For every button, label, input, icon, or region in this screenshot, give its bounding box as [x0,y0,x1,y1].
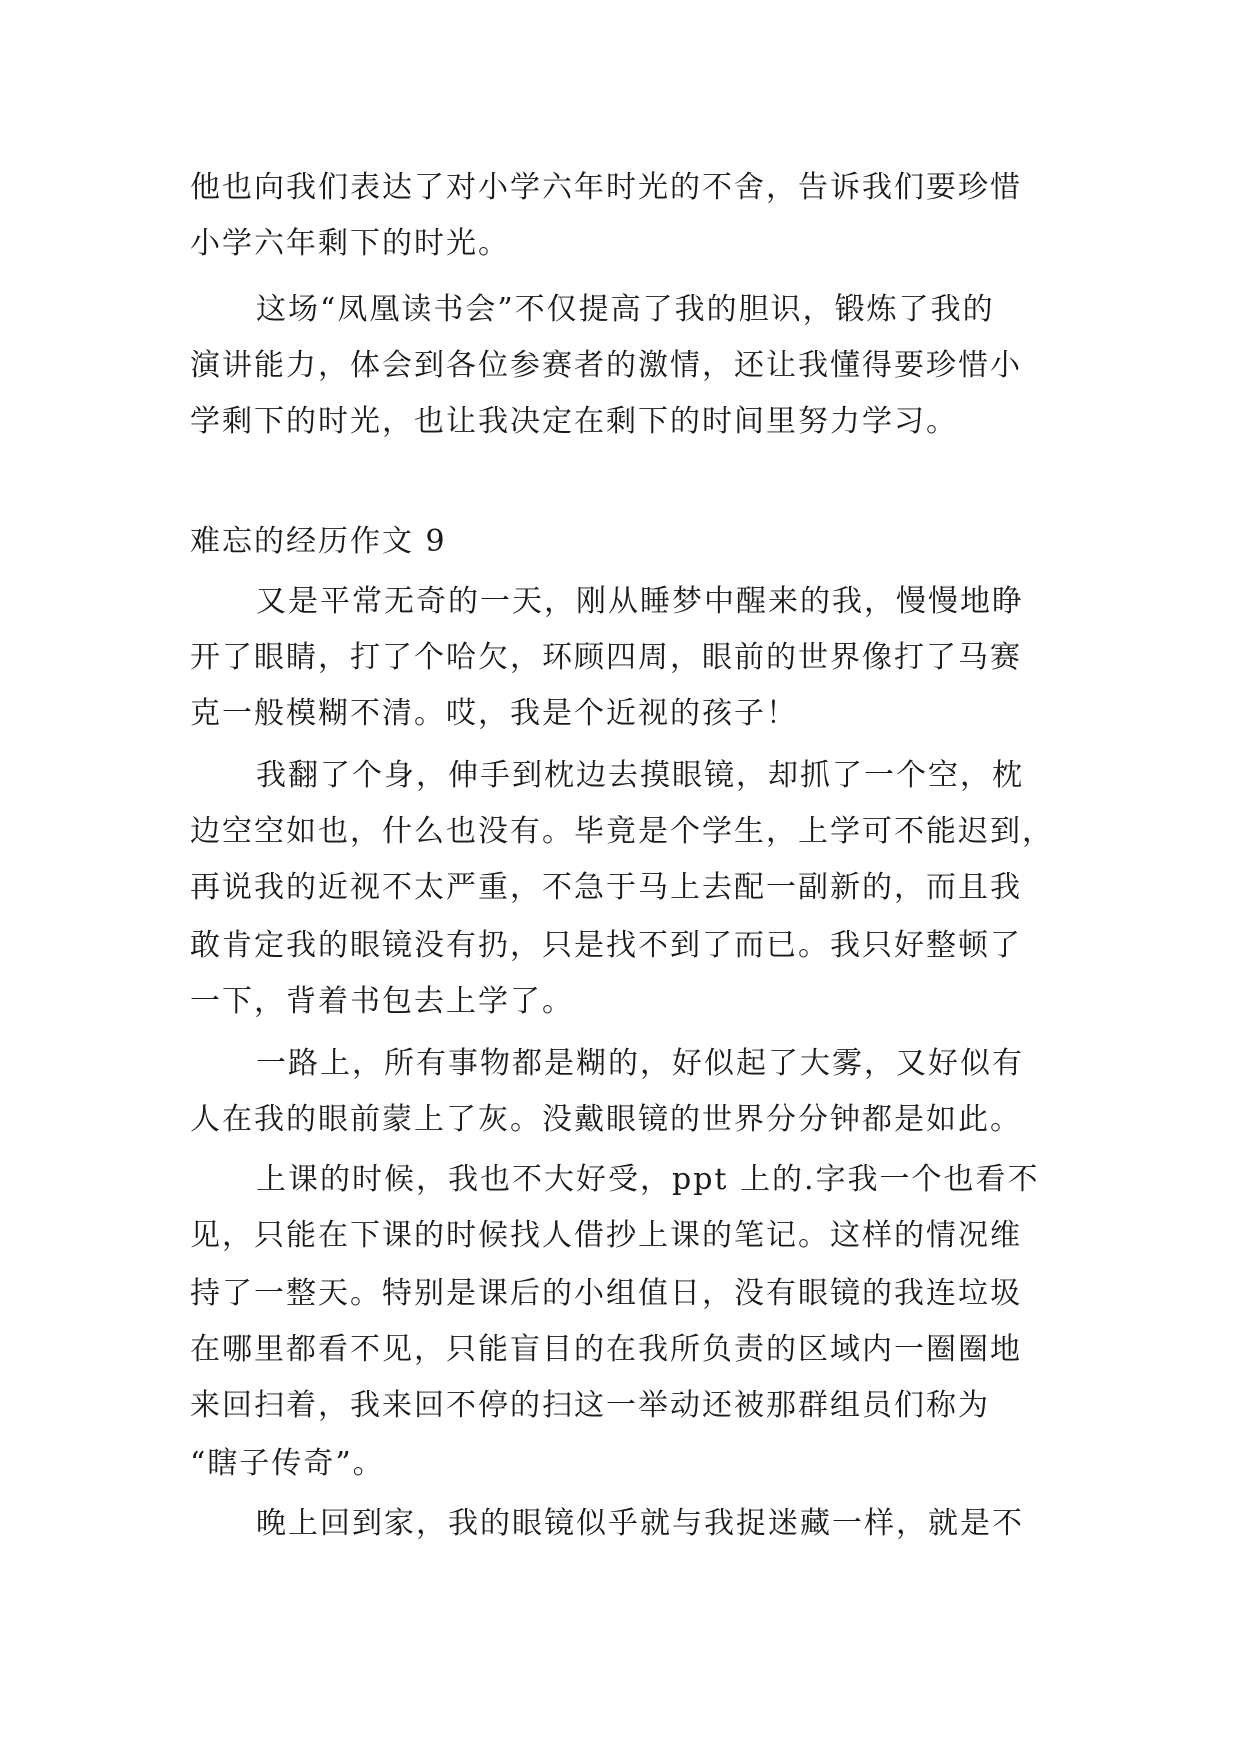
text-line: 一下，背着书包去上学了。 [190,984,574,1019]
text-line: 上课的时候，我也不大好受，ppt 上的.字我一个也看不 [256,1162,1040,1197]
text-line: 见，只能在下课的时候找人借抄上课的笔记。这样的情况维 [190,1218,1022,1253]
text-line: 在哪里都看不见，只能盲目的在我所负责的区域内一圈圈地 [190,1332,1022,1367]
text-line: 一路上，所有事物都是糊的，好似起了大雾，又好似有 [256,1046,1024,1081]
text-line: 开了眼睛，打了个哈欠，环顾四周，眼前的世界像打了马赛 [190,640,1022,675]
text-line: 演讲能力，体会到各位参赛者的激情，还让我懂得要珍惜小 [190,348,1022,383]
text-line: 他也向我们表达了对小学六年时光的不舍，告诉我们要珍惜 [190,170,1022,205]
text-line: 克一般模糊不清。哎，我是个近视的孩子！ [190,696,798,731]
text-line: 来回扫着，我来回不停的扫这一举动还被那群组员们称为 [190,1388,990,1423]
text-line: “瞎子传奇”。 [190,1446,385,1481]
text-line: 敢肯定我的眼镜没有扔，只是找不到了而已。我只好整顿了 [190,928,1022,963]
text-line: 我翻了个身，伸手到枕边去摸眼镜，却抓了一个空，枕 [256,758,1024,793]
text-line: 小学六年剩下的时光。 [190,226,510,261]
text-line: 又是平常无奇的一天，刚从睡梦中醒来的我，慢慢地睁 [256,584,1024,619]
text-line: 边空空如也，什么也没有。毕竟是个学生，上学可不能迟到， [190,814,1054,849]
text-line: 学剩下的时光，也让我决定在剩下的时间里努力学习。 [190,404,958,439]
text-line: 晚上回到家，我的眼镜似乎就与我捉迷藏一样，就是不 [256,1506,1024,1541]
text-line: 再说我的近视不太严重，不急于马上去配一副新的，而且我 [190,870,1022,905]
text-line: 持了一整天。特别是课后的小组值日，没有眼镜的我连垃圾 [190,1276,1022,1311]
text-line: 这场“凤凰读书会”不仅提高了我的胆识，锻炼了我的 [256,292,995,327]
text-line: 人在我的眼前蒙上了灰。没戴眼镜的世界分分钟都是如此。 [190,1102,1022,1137]
section-heading: 难忘的经历作文 9 [190,524,447,559]
